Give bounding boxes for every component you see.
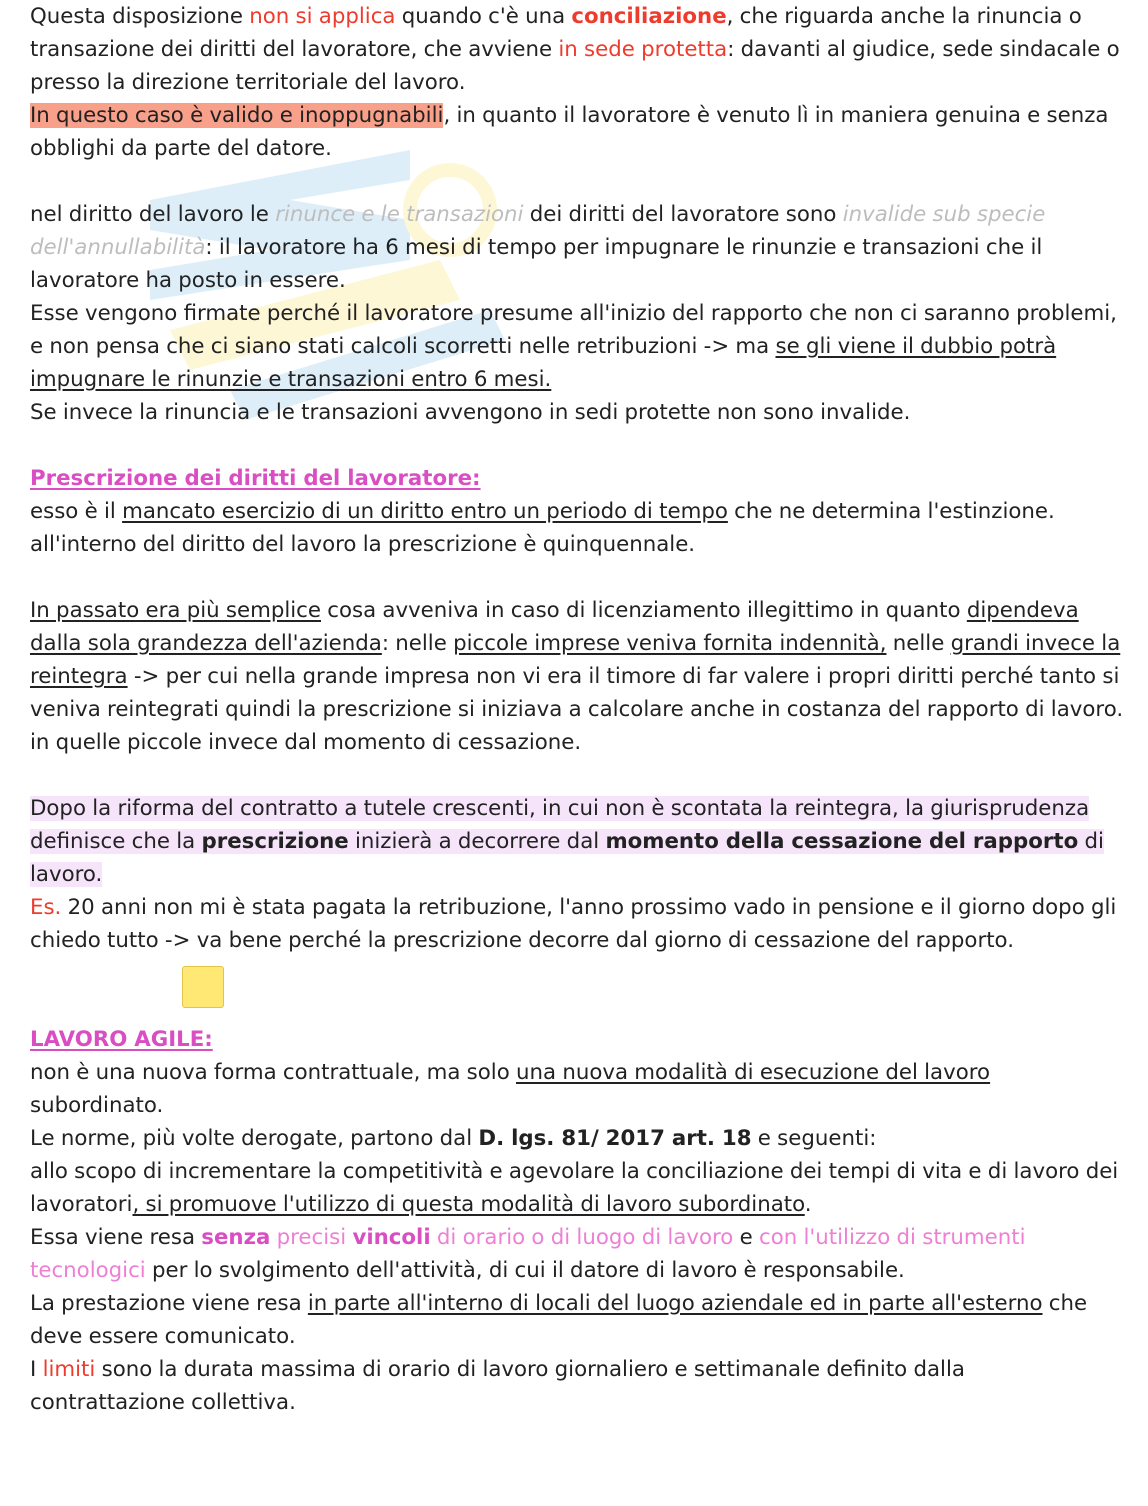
highlight-orange: In questo caso è valido e inoppugnabili: [30, 103, 444, 128]
document-page: [30, 0, 1125, 1419]
heading-lavoro-agile: LAVORO AGILE:: [30, 1027, 213, 1052]
paragraph-prestazione: La prestazione viene resa in parte all'interno di locali del luogo aziendale ed in parte all'esterno che deve essere comunicato.: [30, 1291, 1088, 1349]
paragraph-limiti: I limiti sono la durata massima di orario di lavoro giornaliero e settimanale definito dalla contrattazione collettiva.: [30, 1357, 965, 1415]
paragraph-mancato-esercizio: esso è il mancato esercizio di un diritto entro un periodo di tempo che ne determina l'estinzione.: [30, 499, 1055, 524]
paragraph-vincoli: Essa viene resa senza precisi vincoli di orario o di luogo di lavoro e con l'utilizzo di strumenti tecnologici per lo svolgimento dell'attività, di cui il datore di lavoro è responsabile.: [30, 1225, 1026, 1283]
paragraph-rinunce: nel diritto del lavoro le rinunce e le transazioni dei diritti del lavoratore sono invalide sub specie dell'annullabilità: il lavoratore ha 6 mesi di tempo per impugnare le rinunzie e transazioni che il lavoratore ha posto in essere.: [30, 202, 1046, 293]
sticky-note-icon[interactable]: [182, 966, 224, 1008]
paragraph-riforma: [30, 792, 1125, 891]
paragraph-norme: Le norme, più volte derogate, partono dal D. lgs. 81/ 2017 art. 18 e seguenti:: [30, 1126, 877, 1151]
paragraph-esempio: Es. 20 anni non mi è stata pagata la retribuzione, l'anno prossimo vado in pensione e il giorno dopo gli chiedo tutto -> va bene perché la prescrizione decorre dal giorno di cessazione del rapporto.: [30, 895, 1117, 953]
paragraph-firmate: Esse vengono firmate perché il lavoratore presume all'inizio del rapporto che non ci saranno problemi, e non pensa che ci siano stati calcoli scorretti nelle retribuzioni -> ma se gli viene il dubbio potrà impugnare le rinunzie e transazioni entro 6 mesi.: [30, 301, 1117, 392]
paragraph-in-passato: In passato era più semplice cosa avveniva in caso di licenziamento illegittimo in quanto dipendeva dalla sola grandezza dell'azienda: nelle piccole imprese veniva fornita indennità, nelle grandi invece la reintegra -> per cui nella grande impresa non vi era il timore di far valere i propri diritti perché tanto si veniva reintegrati quindi la prescrizione si iniziava a calcolare anche in costanza del rapporto di lavoro. in quelle piccole invece dal momento di cessazione.: [30, 598, 1124, 755]
paragraph-conciliazione: Questa disposizione non si applica quando c'è una conciliazione, che riguarda anche la rinuncia o transazione dei diritti del lavoratore, che avviene in sede protetta: davanti al giudice, sede sindacale o presso la direzione territoriale del lavoro.: [30, 4, 1120, 95]
paragraph-quinquennale: all'interno del diritto del lavoro la prescrizione è quinquennale.: [30, 532, 696, 557]
paragraph-scopo: allo scopo di incrementare la competitività e agevolare la conciliazione dei tempi di vita e di lavoro dei lavoratori, si promuove l'utilizzo di questa modalità di lavoro subordinato.: [30, 1159, 1119, 1217]
highlight-lavender: Dopo la riforma del contratto a tutele crescenti, in cui non è scontata la reintegra, la giurisprudenza definisce che la prescrizione inizierà a decorrere dal momento della cessazione del rapporto di lavoro.: [30, 796, 1104, 887]
paragraph-valido: In questo caso è valido e inoppugnabili, in quanto il lavoratore è venuto lì in maniera genuina e senza obblighi da parte del datore.: [30, 103, 1109, 161]
paragraph-nuova-modalita: non è una nuova forma contrattuale, ma solo una nuova modalità di esecuzione del lavoro subordinato.: [30, 1060, 991, 1118]
heading-prescrizione: Prescrizione dei diritti del lavoratore:: [30, 466, 481, 491]
paragraph-sedi-protette: Se invece la rinuncia e le transazioni avvengono in sedi protette non sono invalide.: [30, 400, 911, 425]
